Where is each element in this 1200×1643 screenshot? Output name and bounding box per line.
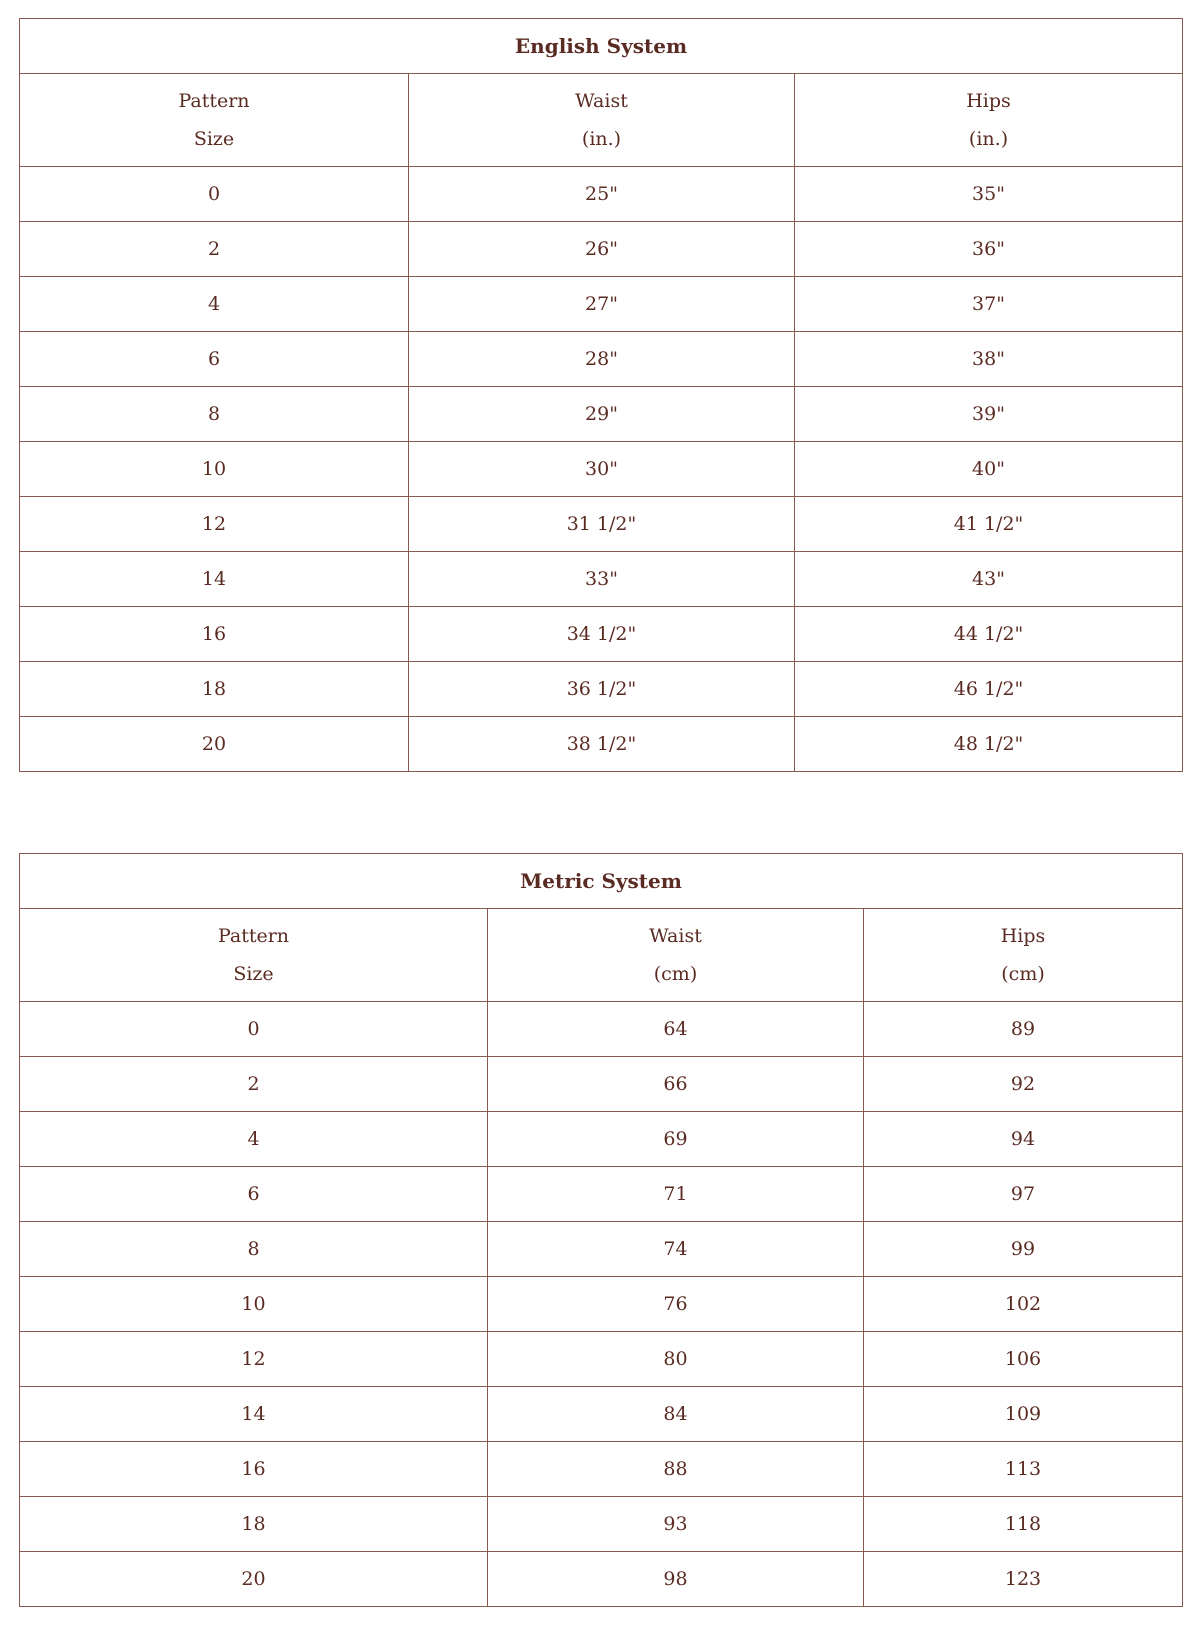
column-header-waist — [488, 909, 864, 1002]
hips-cell: 99 — [864, 1222, 1183, 1277]
table-title: English System — [20, 19, 1183, 74]
table-header-row — [20, 909, 1183, 1002]
hips-cell: 38" — [795, 332, 1183, 387]
english-size-table — [19, 18, 1183, 772]
hips-cell: 36" — [795, 222, 1183, 277]
hips-cell: 97 — [864, 1167, 1183, 1222]
hips-cell: 89 — [864, 1002, 1183, 1057]
table-row — [20, 167, 1183, 222]
waist-cell: 34 1/2" — [409, 607, 795, 662]
table-row — [20, 1442, 1183, 1497]
hips-cell: 44 1/2" — [795, 607, 1183, 662]
hips-cell: 92 — [864, 1057, 1183, 1112]
waist-cell: 38 1/2" — [409, 717, 795, 772]
table-row — [20, 1057, 1183, 1112]
header-line: (in.) — [581, 128, 622, 150]
table-header-row — [20, 74, 1183, 167]
waist-cell: 98 — [488, 1552, 864, 1607]
hips-cell: 113 — [864, 1442, 1183, 1497]
header-line: Waist — [649, 925, 702, 947]
pattern-size-cell: 10 — [20, 442, 409, 497]
pattern-size-cell: 14 — [20, 552, 409, 607]
table-row — [20, 1277, 1183, 1332]
header-line: Pattern — [178, 90, 250, 112]
waist-cell: 31 1/2" — [409, 497, 795, 552]
pattern-size-cell: 0 — [20, 167, 409, 222]
metric-size-table — [19, 853, 1183, 1607]
pattern-size-cell: 4 — [20, 277, 409, 332]
hips-cell: 39" — [795, 387, 1183, 442]
hips-cell: 94 — [864, 1112, 1183, 1167]
hips-cell: 106 — [864, 1332, 1183, 1387]
header-line: (cm) — [653, 963, 698, 985]
hips-cell: 41 1/2" — [795, 497, 1183, 552]
pattern-size-cell: 12 — [20, 1332, 488, 1387]
pattern-size-cell: 8 — [20, 387, 409, 442]
header-line: Pattern — [217, 925, 290, 947]
table-title-row — [20, 19, 1183, 74]
waist-cell: 80 — [488, 1332, 864, 1387]
column-header-hips — [864, 909, 1183, 1002]
table-row — [20, 607, 1183, 662]
waist-cell: 28" — [409, 332, 795, 387]
hips-cell: 40" — [795, 442, 1183, 497]
waist-cell: 33" — [409, 552, 795, 607]
pattern-size-cell: 18 — [20, 1497, 488, 1552]
waist-cell: 27" — [409, 277, 795, 332]
table-row — [20, 1167, 1183, 1222]
table-row — [20, 662, 1183, 717]
column-header-waist — [409, 74, 795, 167]
table-row — [20, 1002, 1183, 1057]
hips-cell: 46 1/2" — [795, 662, 1183, 717]
waist-cell: 26" — [409, 222, 795, 277]
waist-cell: 29" — [409, 387, 795, 442]
pattern-size-cell: 20 — [20, 717, 409, 772]
header-line: (cm) — [1001, 963, 1045, 985]
table-row — [20, 442, 1183, 497]
pattern-size-cell: 8 — [20, 1222, 488, 1277]
pattern-size-cell: 14 — [20, 1387, 488, 1442]
header-line: Size — [233, 963, 274, 985]
hips-cell: 109 — [864, 1387, 1183, 1442]
header-line: Waist — [575, 90, 628, 112]
table-row — [20, 332, 1183, 387]
waist-cell: 84 — [488, 1387, 864, 1442]
column-header-hips — [795, 74, 1183, 167]
header-line: Hips — [966, 90, 1011, 112]
table-title-row — [20, 854, 1183, 909]
column-header-pattern-size — [20, 74, 409, 167]
pattern-size-cell: 20 — [20, 1552, 488, 1607]
waist-cell: 30" — [409, 442, 795, 497]
table-row — [20, 277, 1183, 332]
waist-cell: 76 — [488, 1277, 864, 1332]
hips-cell: 35" — [795, 167, 1183, 222]
table-row — [20, 717, 1183, 772]
waist-cell: 88 — [488, 1442, 864, 1497]
table-row — [20, 552, 1183, 607]
hips-cell: 48 1/2" — [795, 717, 1183, 772]
table-row — [20, 497, 1183, 552]
table-row — [20, 222, 1183, 277]
pattern-size-cell: 6 — [20, 1167, 488, 1222]
pattern-size-cell: 4 — [20, 1112, 488, 1167]
waist-cell: 93 — [488, 1497, 864, 1552]
table-row — [20, 1222, 1183, 1277]
waist-cell: 36 1/2" — [409, 662, 795, 717]
table-row — [20, 1112, 1183, 1167]
header-line: Hips — [1000, 925, 1046, 947]
waist-cell: 74 — [488, 1222, 864, 1277]
pattern-size-cell: 6 — [20, 332, 409, 387]
hips-cell: 118 — [864, 1497, 1183, 1552]
waist-cell: 69 — [488, 1112, 864, 1167]
waist-cell: 64 — [488, 1002, 864, 1057]
hips-cell: 43" — [795, 552, 1183, 607]
pattern-size-cell: 16 — [20, 607, 409, 662]
table-title: Metric System — [20, 854, 1183, 909]
table-row — [20, 1332, 1183, 1387]
pattern-size-cell: 12 — [20, 497, 409, 552]
table-row — [20, 1497, 1183, 1552]
waist-cell: 25" — [409, 167, 795, 222]
pattern-size-cell: 16 — [20, 1442, 488, 1497]
pattern-size-cell: 2 — [20, 222, 409, 277]
pattern-size-cell: 18 — [20, 662, 409, 717]
table-row — [20, 1387, 1183, 1442]
hips-cell: 123 — [864, 1552, 1183, 1607]
pattern-size-cell: 2 — [20, 1057, 488, 1112]
waist-cell: 71 — [488, 1167, 864, 1222]
table-row — [20, 1552, 1183, 1607]
pattern-size-cell: 10 — [20, 1277, 488, 1332]
header-line: (in.) — [968, 128, 1009, 150]
waist-cell: 66 — [488, 1057, 864, 1112]
column-header-pattern-size — [20, 909, 488, 1002]
hips-cell: 102 — [864, 1277, 1183, 1332]
table-row — [20, 387, 1183, 442]
pattern-size-cell: 0 — [20, 1002, 488, 1057]
hips-cell: 37" — [795, 277, 1183, 332]
header-line: Size — [193, 128, 235, 150]
